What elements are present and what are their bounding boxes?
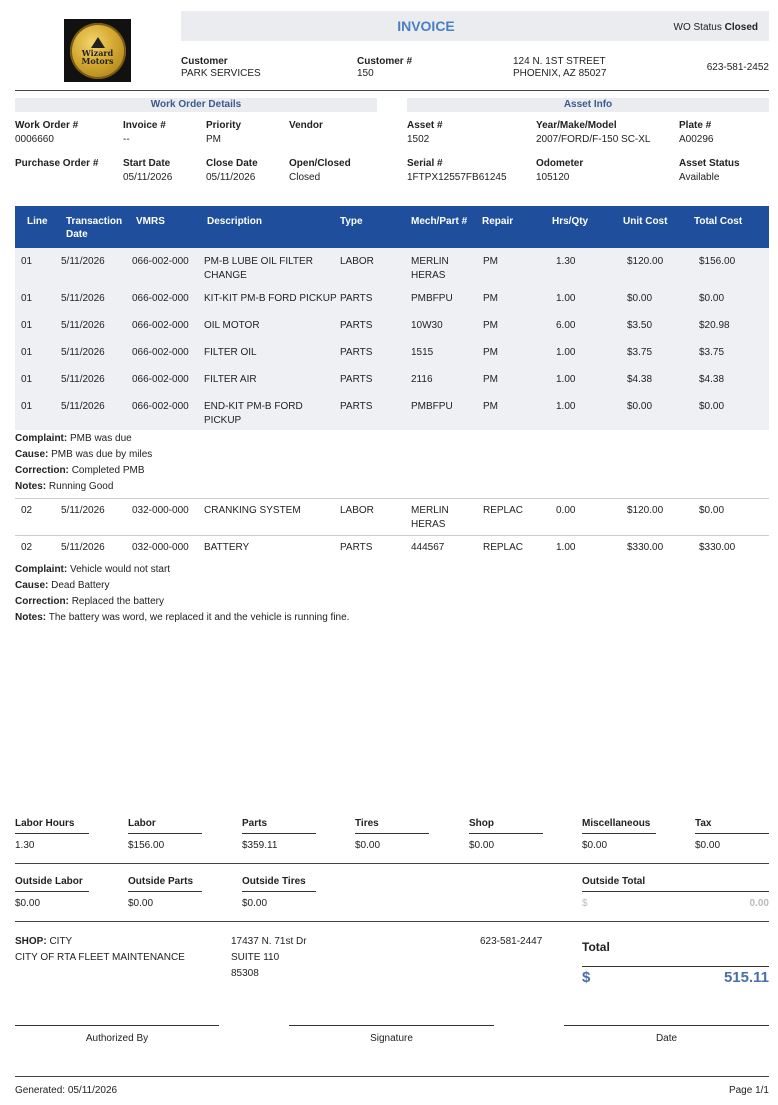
outside-total-label: Outside Total: [582, 876, 646, 887]
shop-address-line2: SUITE 110: [231, 952, 280, 963]
cell-hrs: 1.00: [556, 401, 576, 412]
cell-desc-line1: CRANKING SYSTEM: [204, 505, 301, 516]
complaint-1: [15, 433, 132, 444]
summary-underline: [15, 891, 89, 892]
cell-desc-line1: END-KIT PM-B FORD: [204, 401, 303, 412]
start-date-label: Start Date: [123, 158, 171, 169]
cell-mech-line1: PMBFPU: [411, 401, 453, 412]
cell-mech: [411, 346, 433, 360]
cell-mech: [411, 255, 449, 283]
customer-value: PARK SERVICES: [181, 68, 261, 79]
notes-text: The battery was word, we replaced it and the vehicle is running fine.: [48, 612, 350, 623]
vendor-label: Vendor: [289, 120, 323, 131]
cell-type: PARTS: [340, 347, 373, 358]
cell-hrs: 1.00: [556, 347, 576, 358]
customer-number-label: Customer #: [357, 56, 413, 67]
invoice-number-label: Invoice #: [123, 120, 166, 131]
col-date-label: Date: [66, 229, 88, 240]
cell-date: 5/11/2026: [61, 347, 105, 358]
cell-mech: [411, 541, 444, 555]
summary-value: $0.00: [128, 898, 154, 909]
summary-value: $156.00: [128, 840, 165, 851]
cell-desc: [204, 346, 257, 360]
date-line: [564, 1025, 769, 1026]
cell-hrs: 1.00: [556, 542, 576, 553]
open-closed-label: Open/Closed: [289, 158, 351, 169]
customer-number-value: 150: [357, 68, 374, 79]
summary-value: 1.30: [15, 840, 35, 851]
cell-desc: [204, 373, 257, 387]
work-order-value: 0006660: [15, 134, 54, 145]
asset-number-value: 1502: [407, 134, 430, 145]
year-make-model-value: 2007/FORD/F-150 SC-XL: [536, 134, 651, 145]
cell-desc-line1: KIT-KIT PM-B FORD PICKUP: [204, 293, 337, 304]
cause-label: Cause:: [15, 580, 49, 591]
col-transaction-label: Transaction: [66, 216, 123, 227]
complaint-text: PMB was due: [70, 433, 132, 444]
cell-total: $0.00: [699, 293, 725, 304]
cell-mech-line1: PMBFPU: [411, 293, 453, 304]
priority-value: PM: [206, 134, 221, 145]
cell-line: 01: [21, 401, 33, 412]
cell-vmrs: 066-002-000: [132, 256, 189, 267]
shop-phone: 623-581-2447: [480, 936, 543, 947]
cell-desc: [204, 504, 301, 518]
correction-label: Correction:: [15, 596, 69, 607]
outside-total-value: 0.00: [749, 898, 769, 909]
cell-desc: [204, 319, 260, 333]
cell-line: 01: [21, 256, 33, 267]
purchase-order-label: Purchase Order #: [15, 158, 99, 169]
col-unit-cost: Unit Cost: [623, 216, 668, 227]
close-date-value: 05/11/2026: [206, 172, 256, 183]
cell-vmrs: 032-000-000: [132, 542, 189, 553]
cell-hrs: 6.00: [556, 320, 576, 331]
plate-value: A00296: [679, 134, 714, 145]
cell-total: $4.38: [699, 374, 725, 385]
cell-mech-line1: 2116: [411, 374, 433, 385]
cell-vmrs: 066-002-000: [132, 347, 189, 358]
cell-vmrs: 066-002-000: [132, 293, 189, 304]
cell-desc-line1: BATTERY: [204, 542, 250, 553]
cause-label: Cause:: [15, 449, 49, 460]
summary-divider-2: [15, 921, 769, 922]
summary-label: Outside Tires: [242, 876, 306, 887]
outside-total-underline: [582, 891, 769, 892]
summary-label: Tires: [355, 818, 379, 829]
cell-line: 01: [21, 320, 33, 331]
group2-divider-top: [15, 498, 769, 499]
col-hrs-qty: Hrs/Qty: [552, 216, 589, 227]
cell-type: PARTS: [340, 320, 373, 331]
cell-total: $20.98: [699, 320, 730, 331]
col-transaction-date: [66, 215, 122, 241]
cell-mech: [411, 504, 449, 532]
cell-unit: $4.38: [627, 374, 653, 385]
correction-1: [15, 465, 145, 476]
cell-hrs: 1.00: [556, 374, 576, 385]
cell-total: $156.00: [699, 256, 736, 267]
cell-mech-line2: HERAS: [411, 519, 446, 530]
cell-total: $330.00: [699, 542, 736, 553]
cell-total: $3.75: [699, 347, 725, 358]
cause-1: [15, 449, 152, 460]
cell-date: 5/11/2026: [61, 293, 105, 304]
cell-vmrs: 066-002-000: [132, 374, 189, 385]
cell-unit: $120.00: [627, 256, 664, 267]
cell-desc-line1: PM-B LUBE OIL FILTER: [204, 256, 313, 267]
outside-total-currency: $: [582, 898, 588, 909]
total-underline: [582, 966, 769, 967]
wizard-hat-icon: [91, 37, 105, 48]
group2-divider-mid: [15, 535, 769, 536]
summary-value: $0.00: [469, 840, 495, 851]
summary-underline: [242, 833, 316, 834]
cell-desc-line1: FILTER AIR: [204, 374, 257, 385]
notes-text: Running Good: [48, 481, 114, 492]
shop-full-name: CITY OF RTA FLEET MAINTENANCE: [15, 952, 185, 963]
cell-hrs: 1.30: [556, 256, 576, 267]
cell-repair: PM: [483, 401, 498, 412]
cell-vmrs: 032-000-000: [132, 505, 189, 516]
cell-desc: [204, 541, 249, 555]
open-closed-value: Closed: [289, 172, 321, 183]
correction-text: Replaced the battery: [71, 596, 164, 607]
cell-desc-line1: OIL MOTOR: [204, 320, 260, 331]
cell-repair: PM: [483, 374, 498, 385]
complaint-text: Vehicle would not start: [70, 564, 171, 575]
complaint-label: Complaint:: [15, 433, 68, 444]
cell-type: PARTS: [340, 401, 373, 412]
asset-number-label: Asset #: [407, 120, 443, 131]
cell-total: $0.00: [699, 505, 725, 516]
wo-status-value: Closed: [724, 22, 758, 33]
date-label: Date: [655, 1033, 678, 1044]
summary-label: Outside Labor: [15, 876, 83, 887]
summary-label: Labor: [128, 818, 156, 829]
cell-line: 02: [21, 542, 33, 553]
start-date-value: 05/11/2026: [123, 172, 173, 183]
cell-mech: [411, 400, 453, 414]
summary-divider-1: [15, 863, 769, 864]
serial-label: Serial #: [407, 158, 443, 169]
cell-hrs: 1.00: [556, 293, 576, 304]
logo-text-line2: Motors: [81, 55, 114, 66]
summary-label: Miscellaneous: [582, 818, 651, 829]
summary-underline: [128, 833, 202, 834]
summary-label: Tax: [695, 818, 712, 829]
cell-unit: $120.00: [627, 505, 664, 516]
correction-label: Correction:: [15, 465, 69, 476]
cell-desc-line2: CHANGE: [204, 270, 247, 281]
close-date-label: Close Date: [206, 158, 258, 169]
cause-2: [15, 580, 110, 591]
notes-label: Notes:: [15, 612, 47, 623]
customer-address-line1: 124 N. 1ST STREET: [513, 56, 606, 67]
cell-mech-line1: 444567: [411, 542, 445, 553]
cell-line: 01: [21, 347, 33, 358]
cell-unit: $0.00: [627, 401, 653, 412]
cell-unit: $3.50: [627, 320, 653, 331]
generated-date: Generated: 05/11/2026: [15, 1085, 118, 1096]
shop-label: SHOP:: [15, 936, 47, 947]
cell-desc: [204, 292, 337, 306]
customer-phone: 623-581-2452: [706, 62, 769, 73]
asset-status-label: Asset Status: [679, 158, 740, 169]
cell-mech: [411, 292, 453, 306]
cell-repair: REPLAC: [483, 505, 524, 516]
total-currency: $: [582, 969, 591, 986]
cell-desc-line2: PICKUP: [204, 415, 242, 426]
cell-repair: PM: [483, 347, 498, 358]
odometer-value: 105120: [536, 172, 570, 183]
group1-background: [15, 248, 769, 430]
cell-date: 5/11/2026: [61, 320, 105, 331]
summary-underline: [15, 833, 89, 834]
invoice-number-value: --: [123, 134, 130, 145]
notes-2: [15, 612, 349, 623]
summary-label: Labor Hours: [15, 818, 75, 829]
company-logo: [64, 19, 131, 82]
cell-type: LABOR: [340, 505, 374, 516]
cell-line: 02: [21, 505, 33, 516]
summary-underline: [128, 891, 202, 892]
col-type: Type: [340, 216, 363, 227]
page-number: Page 1/1: [728, 1085, 769, 1096]
wo-status: [674, 22, 758, 33]
cell-repair: PM: [483, 293, 498, 304]
wo-status-label: WO Status: [673, 22, 722, 33]
customer-address-line2: PHOENIX, AZ 85027: [513, 68, 607, 79]
cell-date: 5/11/2026: [61, 256, 105, 267]
cell-desc-line1: FILTER OIL: [204, 347, 257, 358]
cell-hrs: 0.00: [556, 505, 576, 516]
cell-mech-line2: HERAS: [411, 270, 446, 281]
serial-value: 1FTPX12557FB61245: [407, 172, 507, 183]
odometer-label: Odometer: [536, 158, 584, 169]
customer-label: Customer: [181, 56, 228, 67]
cell-total: $0.00: [699, 401, 725, 412]
notes-1: [15, 481, 113, 492]
cell-unit: $3.75: [627, 347, 653, 358]
summary-value: $359.11: [242, 840, 278, 851]
cause-text: PMB was due by miles: [51, 449, 153, 460]
logo-text-line1: Wizard: [81, 47, 114, 58]
cell-vmrs: 066-002-000: [132, 401, 189, 412]
cell-mech-line1: MERLIN: [411, 256, 449, 267]
cell-line: 01: [21, 293, 33, 304]
col-vmrs: VMRS: [136, 216, 165, 227]
cell-repair: REPLAC: [483, 542, 524, 553]
year-make-model-label: Year/Make/Model: [536, 120, 617, 131]
cell-mech: [411, 373, 433, 387]
cell-desc: [204, 255, 313, 283]
total-value: 515.11: [723, 969, 769, 986]
cell-mech-line1: MERLIN: [411, 505, 449, 516]
cell-unit: $0.00: [627, 293, 653, 304]
cell-unit: $330.00: [627, 542, 664, 553]
work-order-details-heading: Work Order Details: [15, 98, 377, 112]
summary-underline: [242, 891, 316, 892]
shop-address-line3: 85308: [231, 968, 259, 979]
cell-repair: PM: [483, 256, 498, 267]
total-label: Total: [582, 940, 610, 954]
asset-info-heading: Asset Info: [407, 98, 769, 112]
complaint-2: [15, 564, 170, 575]
cell-mech-line1: 10W30: [411, 320, 443, 331]
cause-text: Dead Battery: [51, 580, 110, 591]
cell-date: 5/11/2026: [61, 505, 105, 516]
cell-type: LABOR: [340, 256, 374, 267]
cell-mech: [411, 319, 443, 333]
summary-label: Parts: [242, 818, 268, 829]
summary-label: Outside Parts: [128, 876, 194, 887]
invoice-title: INVOICE: [397, 18, 455, 34]
summary-underline: [469, 833, 543, 834]
col-description: Description: [207, 216, 263, 227]
authorized-by-label: Authorized By: [85, 1033, 149, 1044]
priority-label: Priority: [206, 120, 242, 131]
summary-label: Shop: [469, 818, 494, 829]
summary-value: $0.00: [582, 840, 608, 851]
summary-value: $0.00: [355, 840, 381, 851]
col-mech-part: Mech/Part #: [411, 216, 468, 227]
cell-type: PARTS: [340, 542, 373, 553]
complaint-label: Complaint:: [15, 564, 68, 575]
shop-line: [15, 936, 72, 947]
cell-date: 5/11/2026: [61, 401, 105, 412]
cell-desc: [204, 400, 303, 428]
authorized-by-line: [15, 1025, 219, 1026]
asset-status-value: Available: [679, 172, 720, 183]
line-items-table-header: [15, 206, 769, 248]
summary-value: $0.00: [695, 840, 721, 851]
cell-vmrs: 066-002-000: [132, 320, 189, 331]
header-divider: [15, 90, 769, 91]
signature-line: [289, 1025, 494, 1026]
summary-value: $0.00: [242, 898, 268, 909]
col-total-cost: Total Cost: [694, 216, 743, 227]
shop-address-line1: 17437 N. 71st Dr: [231, 936, 307, 947]
cell-repair: PM: [483, 320, 498, 331]
cell-mech-line1: 1515: [411, 347, 434, 358]
cell-type: PARTS: [340, 293, 373, 304]
col-repair: Repair: [482, 216, 514, 227]
cell-date: 5/11/2026: [61, 374, 105, 385]
signature-label: Signature: [370, 1033, 413, 1044]
footer-divider: [15, 1076, 769, 1077]
cell-line: 01: [21, 374, 33, 385]
cell-date: 5/11/2026: [61, 542, 105, 553]
plate-label: Plate #: [679, 120, 712, 131]
col-line: Line: [27, 216, 48, 227]
correction-2: [15, 596, 164, 607]
summary-underline: [582, 833, 656, 834]
summary-underline: [695, 833, 769, 834]
summary-value: $0.00: [15, 898, 41, 909]
shop-name: CITY: [49, 936, 73, 947]
summary-underline: [355, 833, 429, 834]
notes-label: Notes:: [15, 481, 47, 492]
cell-type: PARTS: [340, 374, 373, 385]
correction-text: Completed PMB: [71, 465, 145, 476]
work-order-label: Work Order #: [15, 120, 79, 131]
